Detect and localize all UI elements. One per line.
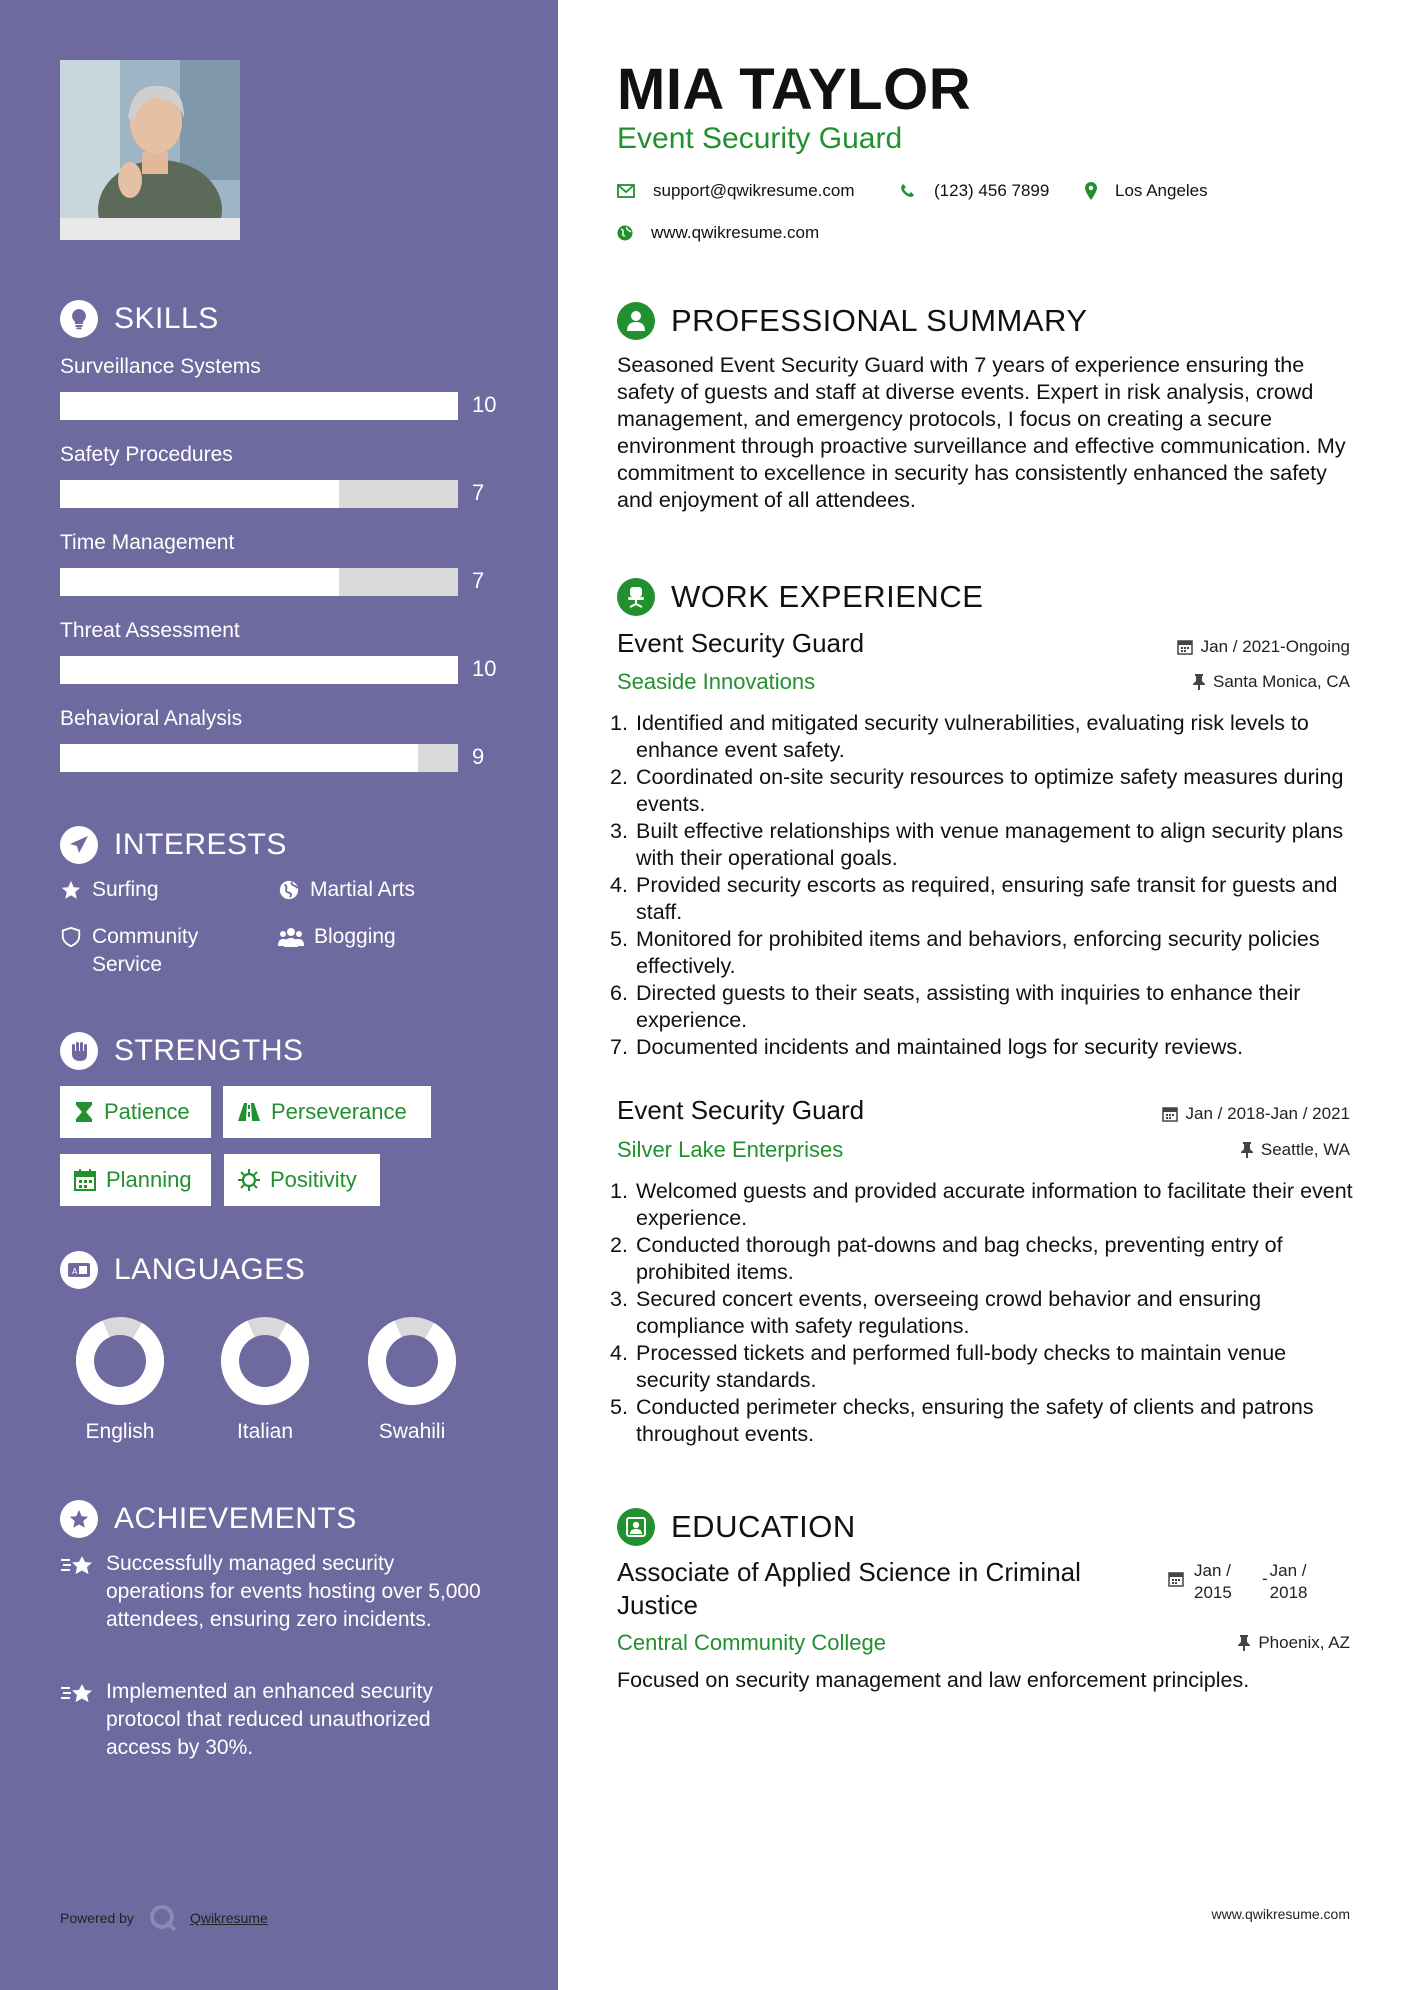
interest-label: Community Service — [92, 925, 199, 976]
globe-icon — [278, 879, 300, 901]
strengths-title: STRENGTHS — [114, 1034, 304, 1067]
strengths-heading — [60, 1032, 304, 1070]
interest-item — [278, 876, 415, 904]
bullet-text: Processed tickets and performed full-body checks to maintain venue security standards. — [636, 1341, 1287, 1392]
achievements-heading — [60, 1500, 357, 1538]
bullet-text: Secured concert events, overseeing crowd behavior and ensuring compliance with safety regulations. — [636, 1287, 1262, 1338]
powered-by-label: Powered by — [60, 1910, 134, 1926]
skill-score: 7 — [472, 568, 485, 593]
skill-label: Safety Procedures — [60, 443, 233, 466]
job-title: Event Security Guard — [617, 628, 865, 658]
experience-title: WORK EXPERIENCE — [671, 579, 984, 614]
interest-item — [60, 876, 159, 904]
skill-label: Threat Assessment — [60, 619, 240, 642]
job-title: Event Security Guard — [617, 1095, 865, 1125]
qwikresume-logo-icon — [148, 1903, 178, 1933]
language-label: English — [85, 1420, 155, 1443]
summary-heading — [617, 302, 1088, 340]
degree-title: Associate of Applied Science in Criminal Justice — [617, 1557, 1081, 1620]
phone-text: (123) 456 7899 — [934, 181, 1050, 200]
bullet-text: Directed guests to their seats, assisting with inquiries to enhance their experience. — [636, 981, 1301, 1032]
skill-score: 9 — [472, 744, 485, 769]
strength-badge — [224, 1154, 380, 1206]
strength-label: Positivity — [270, 1167, 357, 1192]
pushpin-icon — [1193, 674, 1205, 690]
language-item — [352, 1316, 472, 1444]
map-pin-icon — [1085, 182, 1097, 200]
interest-item — [60, 923, 250, 979]
job-dates-text: Jan / 2018-Jan / 2021 — [1185, 1104, 1350, 1123]
powered-by — [60, 1903, 268, 1933]
job-bullets — [610, 710, 1355, 1061]
interest-label: Martial Arts — [310, 878, 416, 901]
envelope-icon — [617, 184, 635, 198]
footer-website[interactable]: www.qwikresume.com — [1211, 1906, 1350, 1922]
summary-text: Seasoned Event Security Guard with 7 years of experience ensuring the safety of guests and staff at diverse events. Expert in risk analysis, crowd management, and emergency protocols, I focus on creating a secure environment through proactive surveillance and effective communication. My commitment to excellence in security has consistently enhanced the safety and enjoyment of all attendees. — [617, 353, 1346, 512]
sidebar — [0, 0, 558, 1990]
users-icon — [278, 926, 304, 948]
list-item: 2. Conducted thorough pat-downs and bag checks, preventing entry of prohibited items. — [610, 1232, 1355, 1286]
job-bullets — [610, 1178, 1355, 1448]
strength-badge — [223, 1086, 431, 1138]
skill-fill — [60, 392, 458, 420]
education-location — [1238, 1633, 1350, 1653]
school-name: Central Community College — [617, 1630, 886, 1655]
company-name: Seaside Innovations — [617, 669, 816, 694]
skill-score: 10 — [472, 392, 497, 417]
list-item: 3. Secured concert events, overseeing crowd behavior and ensuring compliance with safety regulations. — [610, 1286, 1355, 1340]
calendar-icon — [1177, 639, 1193, 655]
interests-title: INTERESTS — [114, 828, 287, 861]
interest-item — [278, 923, 396, 951]
contact-phone — [900, 181, 1049, 201]
language-ring — [75, 1316, 165, 1406]
job-dates — [1162, 1104, 1350, 1124]
language-item — [205, 1316, 325, 1444]
globe-icon — [617, 225, 633, 241]
company-name: Silver Lake Enterprises — [617, 1137, 844, 1162]
office-chair-icon — [617, 578, 655, 616]
graduate-icon — [617, 1508, 655, 1546]
bullet-text: Welcomed guests and provided accurate information to facilitate their event experience. — [636, 1179, 1353, 1230]
language-icon — [60, 1251, 98, 1289]
languages-heading — [60, 1251, 305, 1289]
list-item: 2. Coordinated on-site security resources to optimize safety measures during events. — [610, 764, 1355, 818]
education-dates — [1168, 1560, 1324, 1604]
skill-bar — [60, 480, 458, 508]
svg-text:A: A — [72, 1267, 78, 1276]
fist-icon — [60, 1032, 98, 1070]
skill-score: 7 — [472, 480, 485, 505]
list-item: 5. Monitored for prohibited items and behaviors, enforcing security policies effectively. — [610, 926, 1355, 980]
shield-icon — [60, 926, 82, 948]
user-icon — [617, 302, 655, 340]
education-location-text: Phoenix, AZ — [1258, 1633, 1350, 1652]
bullet-text: Provided security escorts as required, ensuring safe transit for guests and staff. — [636, 873, 1338, 924]
road-icon — [237, 1102, 261, 1122]
achievement-item — [60, 1550, 490, 1634]
shooting-star-icon — [60, 1682, 94, 1706]
skill-score: 10 — [472, 656, 497, 681]
job-location — [1241, 1140, 1350, 1160]
skill-bar — [60, 656, 458, 684]
summary-title: PROFESSIONAL SUMMARY — [671, 303, 1088, 338]
bullet-text: Conducted perimeter checks, ensuring the safety of clients and patrons throughout events. — [636, 1395, 1314, 1446]
education-description: Focused on security management and law enforcement principles. — [617, 1668, 1250, 1692]
strength-badge — [60, 1086, 211, 1138]
achievement-text: Successfully managed security operations for events hosting over 5,000 attendees, ensuring zero incidents. — [106, 1552, 481, 1631]
interest-label: Blogging — [314, 925, 396, 948]
education-heading — [617, 1508, 856, 1546]
paper-plane-icon — [60, 826, 98, 864]
list-item: 5. Conducted perimeter checks, ensuring the safety of clients and patrons throughout events. — [610, 1394, 1355, 1448]
strength-label: Perseverance — [271, 1099, 407, 1124]
skill-label: Time Management — [60, 531, 235, 554]
list-item: 6. Directed guests to their seats, assisting with inquiries to enhance their experience. — [610, 980, 1355, 1034]
language-ring — [220, 1316, 310, 1406]
skill-label: Behavioral Analysis — [60, 707, 243, 730]
achievements-title: ACHIEVEMENTS — [114, 1502, 357, 1535]
calendar-icon — [1168, 1571, 1184, 1587]
bullet-text: Identified and mitigated security vulnerabilities, evaluating risk levels to enhance event safety. — [636, 711, 1309, 762]
interest-label: Surfing — [92, 878, 159, 901]
strength-label: Planning — [106, 1167, 192, 1192]
calendar-icon — [1162, 1106, 1178, 1122]
languages-title: LANGUAGES — [114, 1253, 306, 1286]
contact-location — [1085, 181, 1208, 201]
education-end: Jan / 2018 — [1269, 1561, 1308, 1602]
skill-bar — [60, 744, 458, 772]
achievement-item — [60, 1678, 490, 1762]
interests-heading — [60, 826, 287, 864]
language-label: Italian — [236, 1420, 294, 1443]
location-text: Los Angeles — [1115, 181, 1208, 200]
phone-icon — [900, 183, 916, 199]
bullet-text: Documented incidents and maintained logs for security reviews. — [636, 1035, 1244, 1059]
star-icon — [60, 879, 82, 901]
language-item — [60, 1316, 180, 1444]
skills-heading — [60, 300, 219, 338]
skill-bar — [60, 568, 458, 596]
pushpin-icon — [1238, 1635, 1250, 1651]
profile-photo — [60, 60, 240, 240]
award-star-icon — [60, 1500, 98, 1538]
list-item: 3. Built effective relationships with venue management to align security plans with their operational goals. — [610, 818, 1355, 872]
skills-title: SKILLS — [114, 302, 219, 335]
education-title: EDUCATION — [671, 1509, 856, 1544]
bullet-text: Conducted thorough pat-downs and bag checks, preventing entry of prohibited items. — [636, 1233, 1283, 1284]
contact-website — [617, 223, 819, 243]
list-item: 1. Identified and mitigated security vulnerabilities, evaluating risk levels to enhance event safety. — [610, 710, 1355, 764]
email-text[interactable]: support@qwikresume.com — [653, 181, 855, 200]
achievement-text: Implemented an enhanced security protocol that reduced unauthorized access by 30%. — [106, 1680, 433, 1759]
strength-label: Patience — [104, 1099, 190, 1124]
list-item: 7. Documented incidents and maintained logs for security reviews. — [610, 1035, 1244, 1059]
list-item: 4. Processed tickets and performed full-body checks to maintain venue security standards. — [610, 1340, 1355, 1394]
skill-fill — [60, 744, 418, 772]
skill-label: Surveillance Systems — [60, 355, 261, 378]
job-dates — [1177, 637, 1350, 657]
skill-fill — [60, 568, 339, 596]
skill-bar — [60, 392, 458, 420]
hourglass-icon — [74, 1101, 94, 1123]
experience-heading — [617, 578, 983, 616]
pushpin-icon — [1241, 1142, 1253, 1158]
qwikresume-link[interactable]: Qwikresume — [189, 1910, 268, 1926]
bullet-text: Monitored for prohibited items and behaviors, enforcing security policies effectively. — [636, 927, 1320, 978]
candidate-role: Event Security Guard — [617, 122, 903, 155]
language-label: Swahili — [378, 1420, 446, 1443]
bullet-text: Coordinated on-site security resources to optimize safety measures during events. — [636, 765, 1344, 816]
calendar-icon — [74, 1169, 96, 1191]
contact-email — [617, 181, 855, 201]
sun-icon — [238, 1169, 260, 1191]
job-location-text: Santa Monica, CA — [1212, 672, 1350, 691]
list-item: 1. Welcomed guests and provided accurate information to facilitate their event experience. — [610, 1178, 1355, 1232]
strength-badge — [60, 1154, 211, 1206]
education-start: Jan / 2015 — [1194, 1561, 1232, 1602]
shooting-star-icon — [60, 1554, 94, 1578]
lightbulb-icon — [60, 300, 98, 338]
education-date-separator: - — [1262, 1569, 1268, 1588]
candidate-name: MIA TAYLOR — [617, 57, 972, 122]
job-dates-text: Jan / 2021-Ongoing — [1200, 637, 1350, 656]
job-location — [1193, 672, 1350, 692]
skill-fill — [60, 656, 458, 684]
website-text[interactable]: www.qwikresume.com — [651, 223, 820, 242]
job-location-text: Seattle, WA — [1260, 1140, 1350, 1159]
bullet-text: Built effective relationships with venue management to align security plans with their operational goals. — [636, 819, 1344, 870]
list-item: 4. Provided security escorts as required, ensuring safe transit for guests and staff. — [610, 872, 1355, 926]
language-ring — [367, 1316, 457, 1406]
skill-fill — [60, 480, 339, 508]
